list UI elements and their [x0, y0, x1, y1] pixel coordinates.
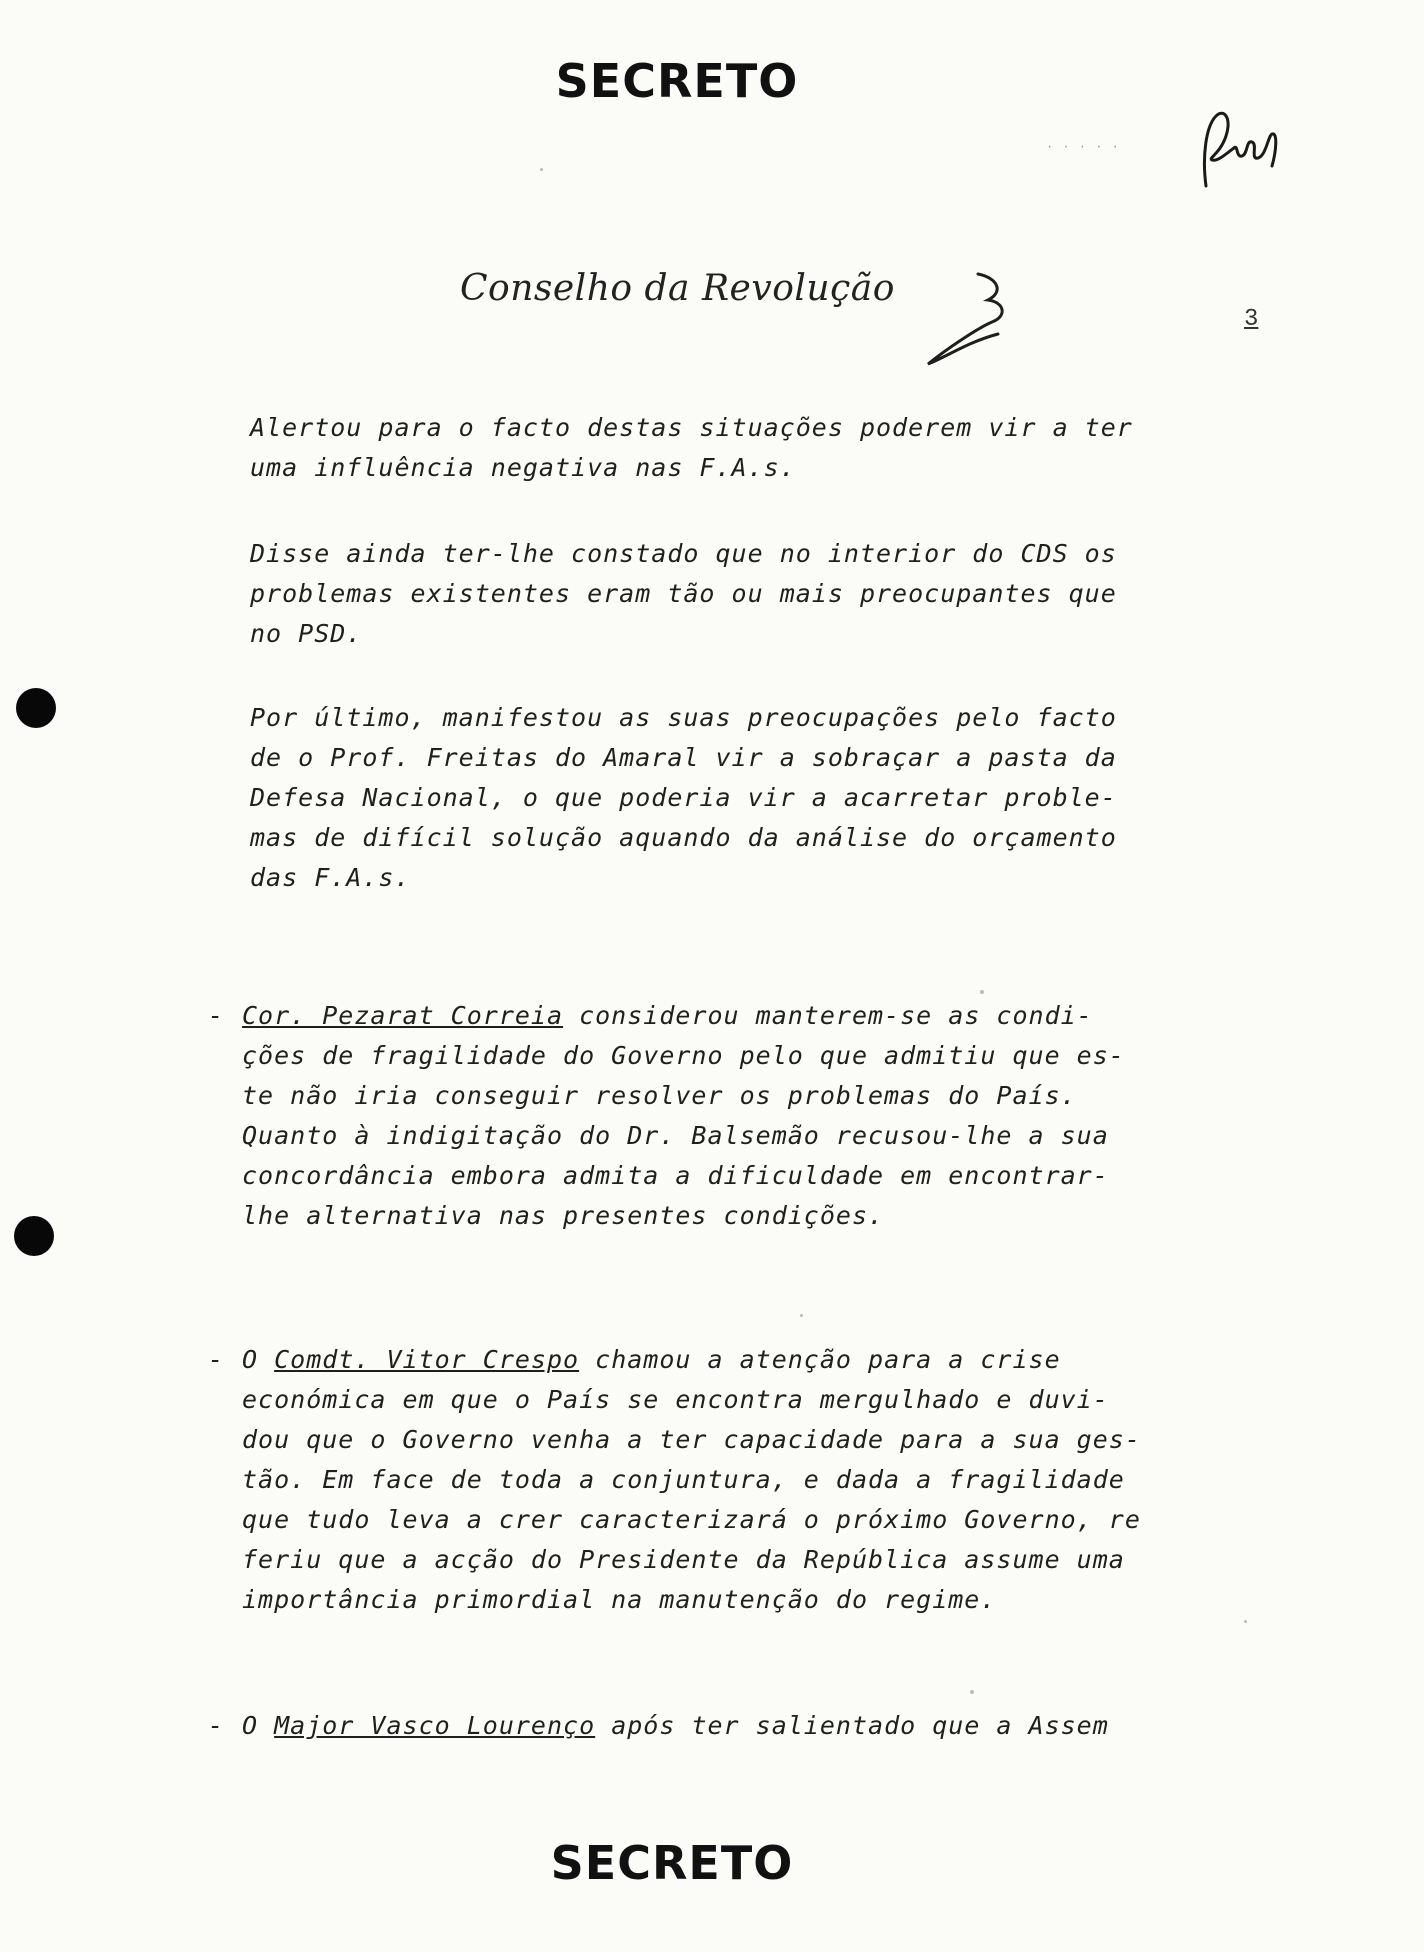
statement-item	[208, 996, 1208, 1236]
faint-marking: · · · · ·	[1046, 140, 1120, 154]
scan-speck	[970, 1690, 974, 1694]
paragraph: Alertou para o facto destas situações poderem vir a ter uma influência negativa nas F.A.s.	[250, 413, 1133, 482]
page-number: 3	[1244, 306, 1259, 333]
statement-text: após ter salientado que a Assem	[595, 1711, 1109, 1740]
punch-hole	[16, 688, 56, 728]
punch-hole	[14, 1216, 54, 1256]
classification-stamp-bottom: SECRETO	[550, 1836, 794, 1890]
speaker-name: Major Vasco Lourenço	[274, 1711, 596, 1740]
speaker-name: Cor. Pezarat Correia	[242, 1001, 564, 1030]
list-dash: -	[208, 1711, 225, 1740]
handwritten-flourish	[908, 264, 1048, 374]
classification-stamp-top: SECRETO	[555, 54, 799, 108]
scan-speck	[980, 990, 984, 994]
statement-text: chamou a atenção para a crise económica em que o País se encontra mergulhado e duvi- dou que o Governo venha a ter capacidade para a sua ges- tão. Em face de toda a conjuntura, e dada a fragilidade que tudo leva a crer caracterizará o próximo Governo, re feriu que a acção do Presidente da República assume uma importância primordial na manutenção do regime.	[242, 1345, 1141, 1614]
statement-lead: O	[242, 1345, 275, 1374]
handwritten-signature	[1188, 96, 1298, 206]
paragraph: Por último, manifestou as suas preocupações pelo facto de o Prof. Freitas do Amaral vir a sobraçar a pasta da Defesa Nacional, o que poderia vir a acarretar proble- mas de difícil solução aquando da análise do orçamento das F.A.s.	[250, 703, 1117, 892]
statement-item	[208, 1340, 1208, 1620]
paragraph: Disse ainda ter-lhe constado que no interior do CDS os problemas existentes eram tão ou mais preocupantes que no PSD.	[250, 539, 1117, 648]
list-dash: -	[208, 1001, 225, 1030]
scan-speck	[800, 1314, 803, 1317]
list-dash: -	[208, 1345, 225, 1374]
speaker-name: Comdt. Vitor Crespo	[274, 1345, 580, 1374]
statement-text: considerou manterem-se as condi- ções de fragilidade do Governo pelo que admitiu que es- te não iria conseguir resolver os problemas do País. Quanto à indigitação do Dr. Balsemão recusou-lhe a sua concordância embora admita a dificuldade em encontrar- lhe alternativa nas presentes condições.	[242, 1001, 1125, 1230]
scan-speck	[540, 168, 543, 171]
council-header: Conselho da Revolução	[460, 268, 895, 309]
scan-speck	[1244, 1620, 1247, 1623]
statement-item	[208, 1706, 1208, 1746]
statement-lead: O	[242, 1711, 275, 1740]
